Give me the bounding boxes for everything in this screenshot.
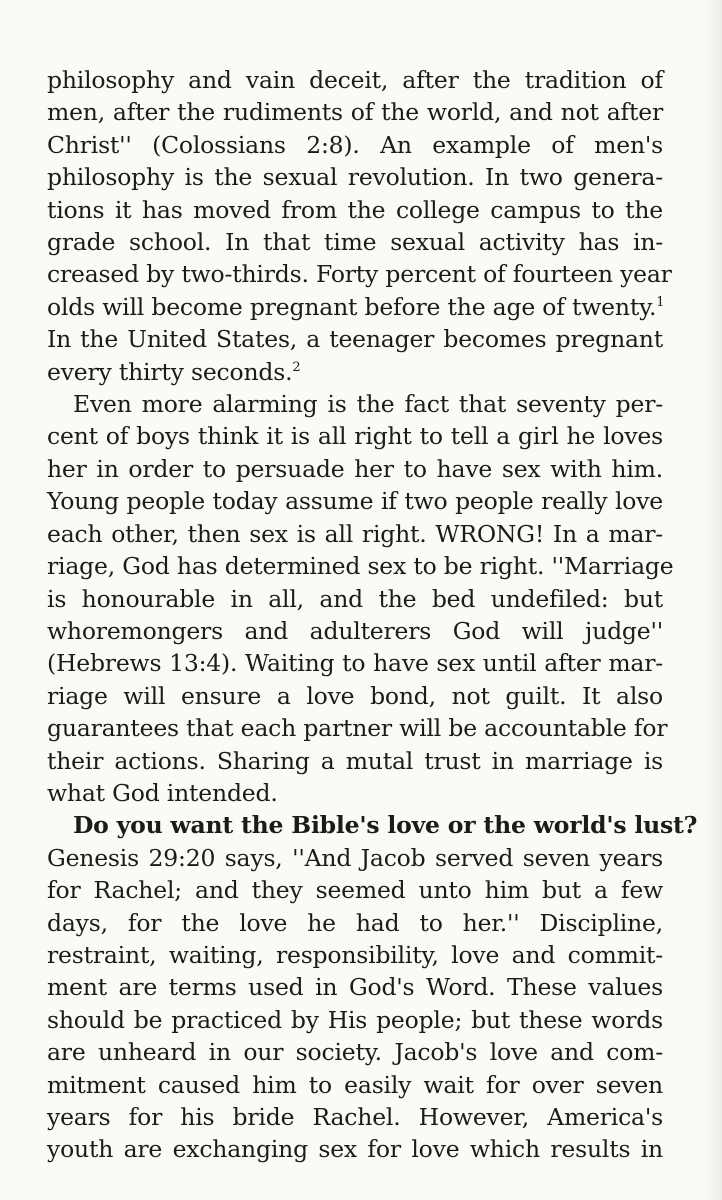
paragraph-1 [47,64,672,388]
text-line: their actions. Sharing a mutal trust in marriage is [47,746,663,775]
text-line: cent of boys think it is all right to tell a girl he loves [47,422,663,451]
text-line-content: every thirty seconds. [47,357,293,386]
text-line: mitment caused him to easily wait for over seven [47,1070,663,1099]
text-line: Genesis 29:20 says, ''And Jacob served seven years [47,843,663,872]
text-line: for Rachel; and they seemed unto him but a few [47,876,663,905]
page-edge-shadow [704,0,722,1200]
section-heading: Do you want the Bible's love or the world's lust? [73,811,698,840]
text-line: men, after the rudiments of the world, and not after [47,98,663,127]
text-line: each other, then sex is all right. WRONG! In a mar- [47,519,663,548]
text-line: her in order to persuade her to have sex with him. [47,454,663,483]
text-line: philosophy is the sexual revolution. In two genera- [47,163,663,192]
text-line: riage, God has determined sex to be right. ''Marriage [47,552,674,581]
text-line: days, for the love he had to her.'' Discipline, [47,908,663,937]
footnote-marker: 2 [292,359,301,375]
text-line: youth are exchanging sex for love which results in [47,1135,663,1164]
paragraph-3 [47,809,698,1165]
text-line: Christ'' (Colossians 2:8). An example of men's [47,130,663,159]
text-line: tions it has moved from the college campus to the [47,195,663,224]
text-line: ment are terms used in God's Word. These values [47,973,663,1002]
text-line: Even more alarming is the fact that seventy per- [73,390,663,419]
text-line: guarantees that each partner will be accountable for [47,714,668,743]
text-line: should be practiced by His people; but these words [47,1005,663,1034]
text-line: philosophy and vain deceit, after the tradition of [47,66,663,94]
text-line: whoremongers and adulterers God will judge'' [47,616,663,645]
footnote-marker: 1 [656,294,665,310]
text-line: years for his bride Rachel. However, America's [47,1103,663,1131]
text-line-with-footnote [47,356,663,388]
text-line: (Hebrews 13:4). Waiting to have sex until after mar- [47,649,663,678]
text-line: is honourable in all, and the bed undefiled: but [47,584,663,613]
paragraph-2 [47,388,674,809]
page-body-text [47,64,698,1166]
text-line: creased by two-thirds. Forty percent of fourteen year [47,260,672,289]
text-line-content: olds will become pregnant before the age of twenty. [47,292,657,321]
text-line: In the United States, a teenager becomes pregnant [47,325,663,354]
text-line-with-footnote [47,291,663,323]
text-line: are unheard in our society. Jacob's love and com- [47,1038,663,1067]
text-line: restraint, waiting, responsibility, love and commit- [47,940,663,969]
text-line: Young people today assume if two people really love [47,487,663,516]
text-line: riage will ensure a love bond, not guilt. It also [47,681,663,710]
text-line: grade school. In that time sexual activity has in- [47,228,663,257]
text-line: what God intended. [47,778,278,807]
